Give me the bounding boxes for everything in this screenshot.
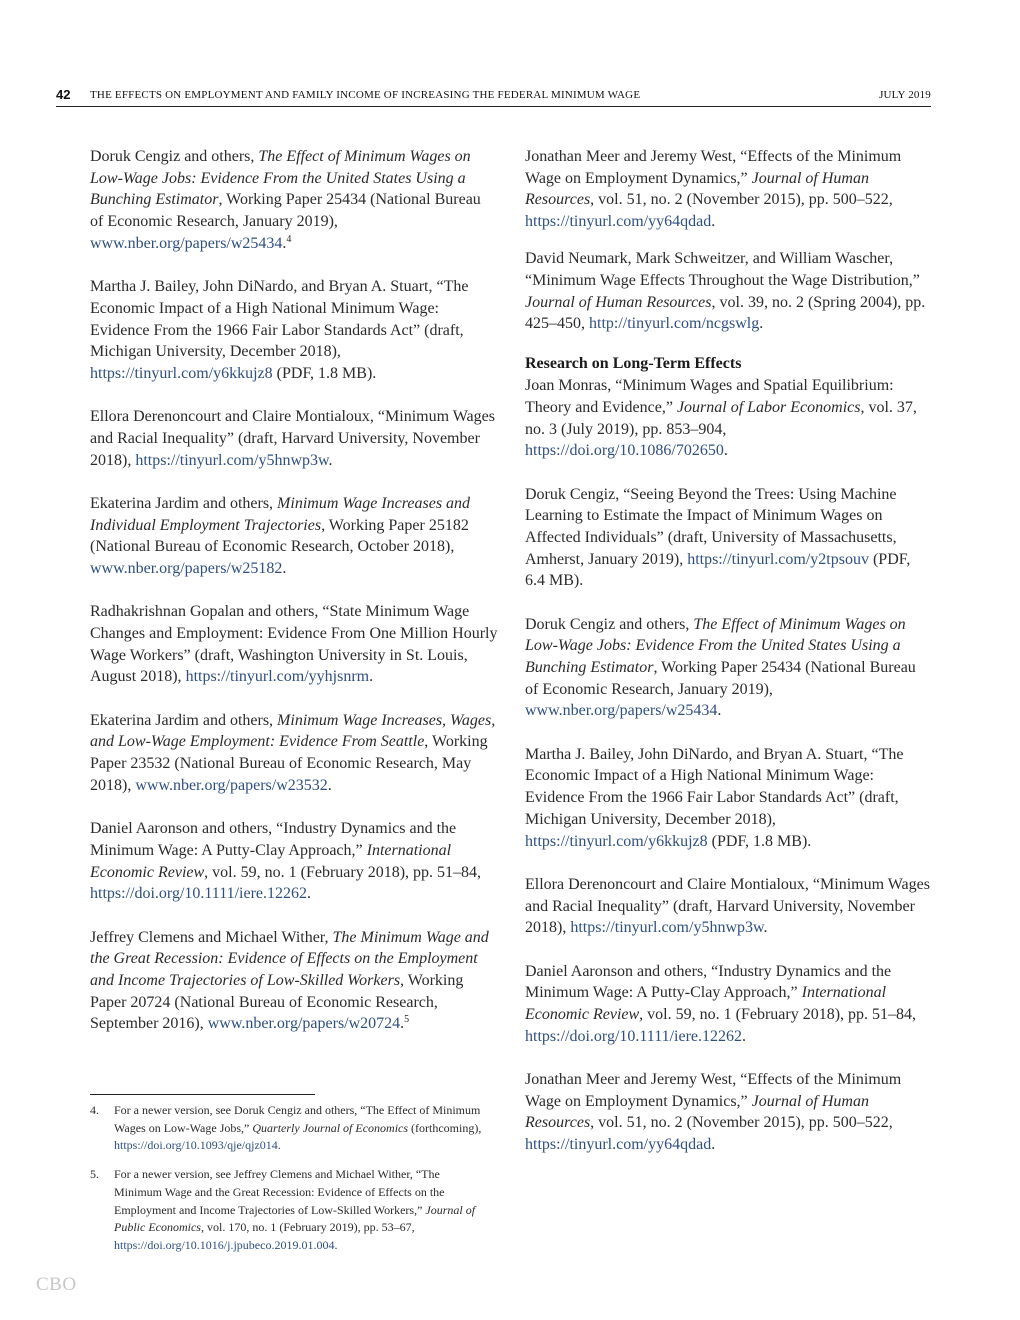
running-header [56, 86, 931, 107]
reference-item: Ekaterina Jardim and others, Minimum Wage Increases, Wages, and Low-Wage Employment: Evidence From Seattle, Working Paper 23532 (National Bureau of Economic Research, May 2018), www.nber.org/papers/w23532. [90, 711, 496, 794]
footnote: 5. For a newer version, see Jeffrey Clemens and Michael Wither, “The Minimum Wage and the Great Recession: Evidence of Effects on the Employment and Income Trajectories of Low-Skilled Workers,” Journal of Public Economics, vol. 170, no. 1 (February 2019), pp. 53–67, https://doi.org/10.1016/j.jpubeco.2019.01.004. [90, 1167, 476, 1252]
reference-item: Daniel Aaronson and others, “Industry Dynamics and the Minimum Wage: A Putty-Clay Approach,” International Economic Review, vol. 59, no. 1 (February 2018), pp. 51–84, https://doi.org/10.1111/iere.12262. [525, 962, 917, 1045]
footnote: 4. For a newer version, see Doruk Cengiz and others, “The Effect of Minimum Wages on Low-Wage Jobs,” Quarterly Journal of Economics (forthcoming), https://doi.org/10.1093/qje/qjz014. [90, 1103, 482, 1153]
reference-link[interactable]: https://doi.org/10.1111/iere.12262 [90, 885, 308, 903]
footnote-marker[interactable]: 5 [404, 1014, 410, 1026]
reference-item: Ellora Derenoncourt and Claire Montialoux, “Minimum Wages and Racial Inequality” (draft, Harvard University, November 2018), https://tinyurl.com/y5hnwp3w. [90, 408, 495, 469]
reference-item: Joan Monras, “Minimum Wages and Spatial Equilibrium: Theory and Evidence,” Journal of Labor Economics, vol. 37, no. 3 (July 2019), pp. 853–904, https://doi.org/10.1086/702650. [525, 377, 917, 460]
reference-item: Jonathan Meer and Jeremy West, “Effects of the Minimum Wage on Employment Dynamics,” Journal of Human Resources, vol. 51, no. 2 (November 2015), pp. 500–522, https://tinyurl.com/yy64qdad. [525, 148, 902, 231]
header-title: THE EFFECTS ON EMPLOYMENT AND FAMILY INCOME OF INCREASING THE FEDERAL MINIMUM WAGE [90, 89, 641, 101]
footnote-number: 5. [90, 1167, 99, 1182]
footnote-link[interactable]: https://doi.org/10.1093/qje/qjz014 [114, 1138, 278, 1153]
reference-link[interactable]: https://tinyurl.com/y5hnwp3w [135, 451, 329, 469]
reference-item: Radhakrishnan Gopalan and others, “State Minimum Wage Changes and Employment: Evidence From One Million Hourly Wage Workers” (draft, Washington University in St. Louis, August 2018), https://tinyurl.com/yyhjsnrm. [90, 603, 498, 686]
reference-item: Martha J. Bailey, John DiNardo, and Bryan A. Stuart, “The Economic Impact of a High National Minimum Wage: Evidence From the 1966 Fair Labor Standards Act” (draft, Michigan University, December 2018), https://tinyurl.com/y6kkujz8 (PDF, 1.8 MB). [525, 745, 904, 850]
footnote-link[interactable]: https://doi.org/10.1016/j.jpubeco.2019.01.004 [114, 1237, 335, 1252]
reference-link[interactable]: https://tinyurl.com/y2tpsouv [687, 550, 869, 568]
reference-link[interactable]: www.nber.org/papers/w25182 [90, 560, 283, 578]
reference-link[interactable]: http://tinyurl.com/ncgswlg [589, 315, 760, 333]
reference-item: Ekaterina Jardim and others, Minimum Wage Increases and Individual Employment Trajectories, Working Paper 25182 (National Bureau of Economic Research, October 2018), www.nber.org/papers/w25182. [90, 494, 471, 578]
right-column [525, 146, 933, 1156]
cbo-logo: CBO [36, 1274, 77, 1295]
footnote-number: 4. [90, 1103, 99, 1117]
reference-item: David Neumark, Mark Schweitzer, and William Wascher, “Minimum Wage Effects Throughout the Wage Distribution,” Journal of Human Resources, vol. 39, no. 2 (Spring 2004), pp. 425–450, http://tinyurl.com/ncgswlg. [525, 250, 926, 333]
reference-item: Jonathan Meer and Jeremy West, “Effects of the Minimum Wage on Employment Dynamics,” Journal of Human Resources, vol. 51, no. 2 (November 2015), pp. 500–522, https://tinyurl.com/yy64qdad. [525, 1070, 902, 1154]
reference-link[interactable]: https://tinyurl.com/y5hnwp3w [570, 919, 764, 937]
footnotes [90, 1102, 485, 1255]
reference-link[interactable]: https://tinyurl.com/yy64qdad [525, 213, 712, 231]
reference-link[interactable]: https://doi.org/10.1111/iere.12262 [525, 1027, 743, 1045]
reference-link[interactable]: www.nber.org/papers/w25434 [525, 702, 718, 720]
reference-link[interactable]: https://doi.org/10.1086/702650 [525, 442, 724, 460]
section-heading: Research on Long-Term Effects [525, 355, 742, 373]
reference-item: Jeffrey Clemens and Michael Wither, The Minimum Wage and the Great Recession: Evidence of Effects on the Employment and Income Trajectories of Low-Skilled Workers, Working Paper 20724 (National Bureau of Economic Research, September 2016), www.nber.org/papers/w20724.$^5$ [90, 928, 489, 1033]
reference-link[interactable]: https://tinyurl.com/yyhjsnrm [185, 668, 370, 686]
left-column [90, 146, 498, 1035]
reference-link[interactable]: https://tinyurl.com/y6kkujz8 [525, 832, 708, 850]
page-number: 42 [56, 87, 71, 102]
header-date: JULY 2019 [879, 89, 931, 101]
reference-link[interactable]: www.nber.org/papers/w20724 [207, 1015, 401, 1033]
reference-item: Doruk Cengiz and others, The Effect of Minimum Wages on Low-Wage Jobs: Evidence From the United States Using a Bunching Estimator, Working Paper 25434 (National Bureau of Economic Research, January 2019), www.nber.org/papers/w25434.$^4$ [90, 148, 481, 252]
reference-link[interactable]: https://tinyurl.com/yy64qdad [525, 1136, 712, 1154]
reference-link[interactable]: www.nber.org/papers/w25434 [90, 234, 283, 252]
footnote-divider [90, 1094, 315, 1095]
reference-item: Doruk Cengiz and others, The Effect of Minimum Wages on Low-Wage Jobs: Evidence From the United States Using a Bunching Estimator, Working Paper 25434 (National Bureau of Economic Research, January 2019), www.nber.org/papers/w25434. [525, 615, 916, 720]
reference-link[interactable]: www.nber.org/papers/w23532 [135, 776, 328, 794]
reference-item: Doruk Cengiz, “Seeing Beyond the Trees: Using Machine Learning to Estimate the Impact of Minimum Wages on Affected Individuals” (draft, University of Massachusetts, Amherst, January 2019), https://tinyurl.com/y2tpsouv (PDF, 6.4 MB). [525, 485, 911, 590]
reference-item: Daniel Aaronson and others, “Industry Dynamics and the Minimum Wage: A Putty-Clay Approach,” International Economic Review, vol. 59, no. 1 (February 2018), pp. 51–84, https://doi.org/10.1111/iere.12262. [90, 820, 482, 903]
reference-item: Martha J. Bailey, John DiNardo, and Bryan A. Stuart, “The Economic Impact of a High National Minimum Wage: Evidence From the 1966 Fair Labor Standards Act” (draft, Michigan University, December 2018), https://tinyurl.com/y6kkujz8 (PDF, 1.8 MB). [90, 278, 469, 382]
reference-item: Ellora Derenoncourt and Claire Montialoux, “Minimum Wages and Racial Inequality” (draft, Harvard University, November 2018), https://tinyurl.com/y5hnwp3w. [525, 875, 930, 937]
footnote-marker[interactable]: 4 [286, 233, 292, 245]
reference-link[interactable]: https://tinyurl.com/y6kkujz8 [90, 364, 273, 382]
